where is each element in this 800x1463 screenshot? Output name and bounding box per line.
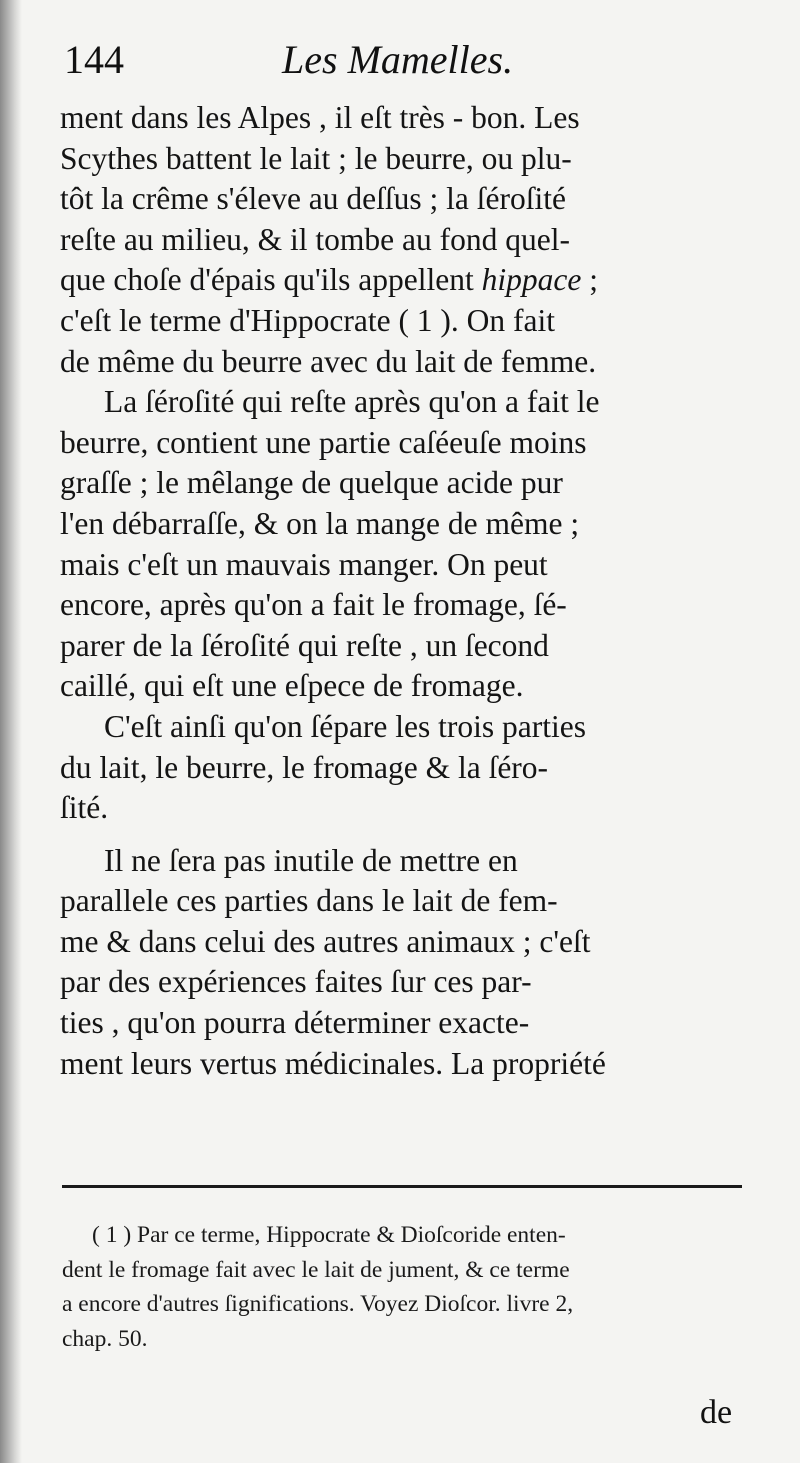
footnote-line: ( 1 ) Par ce terme, Hippocrate & Dioſcoride enten- bbox=[92, 1222, 566, 1248]
text-line: de même du beurre avec du lait de femme. bbox=[60, 343, 597, 379]
text-line: encore, après qu'on a fait le fromage, ſé- bbox=[60, 587, 567, 623]
text-line: mais c'eſt un mauvais manger. On peut bbox=[60, 546, 548, 582]
page-header bbox=[64, 36, 744, 90]
footnote-line: chap. 50. bbox=[62, 1325, 148, 1352]
text-line: du lait, le beurre, le fromage & la ſéro- bbox=[60, 749, 549, 785]
page-number: 144 bbox=[64, 37, 124, 82]
text-line: Il ne ſera pas inutile de mettre en bbox=[104, 842, 518, 878]
text-line: ment leurs vertus médicinales. La propriété bbox=[60, 1045, 606, 1081]
text-line bbox=[60, 260, 742, 301]
paragraph-3 bbox=[60, 707, 742, 829]
text-line: ties , qu'on pourra déterminer exacte- bbox=[60, 1005, 530, 1041]
footnote-line: a encore d'autres ſignifications. Voyez Dioſcor. livre 2, bbox=[62, 1291, 574, 1317]
page-gutter-shadow bbox=[0, 0, 22, 1463]
text-line: c'eſt le terme d'Hippocrate ( 1 ). On fait bbox=[60, 302, 556, 338]
text-line: graſſe ; le mêlange de quelque acide pur bbox=[60, 465, 563, 501]
catchword: de bbox=[700, 1394, 733, 1431]
footnote bbox=[62, 1218, 744, 1356]
text-line: Scythes battent le lait ; le beurre, ou plu- bbox=[60, 140, 572, 176]
running-title: Les Mamelles. bbox=[282, 37, 514, 82]
text-line: caillé, qui eſt une eſpece de fromage. bbox=[60, 668, 524, 704]
text-line: par des expériences faites ſur ces par- bbox=[60, 964, 532, 1000]
text-run: que choſe d'épais qu'ils appellent bbox=[60, 262, 482, 298]
text-line: C'eſt ainſi qu'on ſépare les trois parties bbox=[104, 708, 586, 744]
text-line: l'en débarraſſe, & on la mange de même ; bbox=[60, 505, 580, 541]
text-line: ſité. bbox=[60, 790, 109, 826]
text-line: reſte au milieu, & il tombe au fond quel- bbox=[60, 221, 570, 257]
paragraph-4 bbox=[60, 841, 742, 1085]
text-line: parallele ces parties dans le lait de fem- bbox=[60, 883, 558, 919]
paragraph-2 bbox=[60, 382, 742, 707]
text-line: parer de la ſéroſité qui reſte , un ſecond bbox=[60, 627, 549, 663]
text-line: La ſéroſité qui reſte après qu'on a fait le bbox=[104, 384, 600, 420]
text-line: me & dans celui des autres animaux ; c'eſt bbox=[60, 923, 591, 959]
italic-term: hippace bbox=[481, 262, 582, 298]
text-line: ment dans les Alpes , il eſt très - bon. Les bbox=[60, 100, 580, 135]
text-line: tôt la crême s'éleve au deſſus ; la ſéroſité bbox=[60, 181, 566, 217]
text-line: beurre, contient une partie caſéeuſe moins bbox=[60, 424, 587, 460]
main-text bbox=[60, 98, 742, 1084]
text-run: ; bbox=[581, 262, 598, 298]
footnote-rule bbox=[62, 1185, 742, 1188]
footnote-line: dent le fromage fait avec le lait de jument, & ce terme bbox=[62, 1256, 570, 1283]
paragraph-1 bbox=[60, 98, 742, 382]
